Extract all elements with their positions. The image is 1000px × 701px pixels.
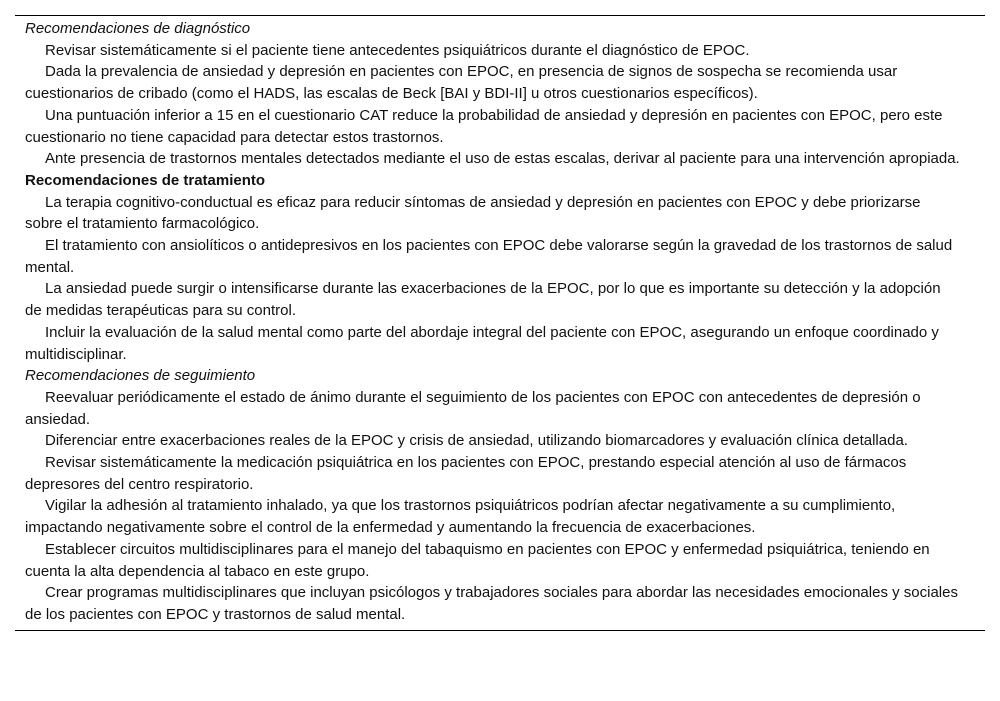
section-treatment [15, 170, 985, 365]
recommendation-item: Dada la prevalencia de ansiedad y depresión en pacientes con EPOC, en presencia de signos de sospecha se recomienda usar cuestionarios de cribado (como el HADS, las escalas de Beck [BAI y BDI-II] u otros cuestionarios específicos). [25, 63, 898, 103]
recommendations-table [15, 15, 985, 631]
recommendation-item: La terapia cognitivo-conductual es eficaz para reducir síntomas de ansiedad y depresión en pacientes con EPOC y debe priorizarse sobre el tratamiento farmacológico. [25, 193, 921, 233]
recommendation-item: Vigilar la adhesión al tratamiento inhalado, ya que los trastornos psiquiátricos podrían afectar negativamente a su cumplimiento, impactando negativamente sobre el control de la enfermedad y aumentando la frecuencia de exacerbaciones. [25, 497, 896, 537]
recommendation-item: Revisar sistemáticamente si el paciente tiene antecedentes psiquiátricos durante el diagnóstico de EPOC. [45, 41, 750, 59]
recommendation-item: El tratamiento con ansiolíticos o antidepresivos en los pacientes con EPOC debe valorarse según la gravedad de los trastornos de salud mental. [25, 237, 953, 276]
recommendation-item: Reevaluar periódicamente el estado de ánimo durante el seguimiento de los pacientes con EPOC con antecedentes de depresión o ansiedad. [25, 388, 921, 428]
section-heading: Recomendaciones de diagnóstico [25, 20, 251, 37]
section-heading: Recomendaciones de tratamiento [25, 171, 266, 189]
recommendation-item: Ante presencia de trastornos mentales detectados mediante el uso de estas escalas, derivar al paciente para una intervención apropiada. [45, 150, 960, 168]
recommendation-item: Establecer circuitos multidisciplinares para el manejo del tabaquismo en pacientes con EPOC y enfermedad psiquiátrica, teniendo en cuenta la alta dependencia al tabaco en este grupo. [25, 540, 930, 580]
section-heading: Recomendaciones de seguimiento [25, 367, 256, 385]
recommendation-item: Crear programas multidisciplinares que incluyan psicólogos y trabajadores sociales para abordar las necesidades emocionales y sociales de los pacientes con EPOC y trastornos de salud mental. [25, 584, 958, 623]
recommendation-item: Revisar sistemáticamente la medicación psiquiátrica en los pacientes con EPOC, prestando especial atención al uso de fármacos depresores del centro respiratorio. [25, 454, 907, 493]
section-diagnosis [15, 18, 985, 170]
section-follow-up [15, 365, 985, 625]
recommendation-item: La ansiedad puede surgir o intensificarse durante las exacerbaciones de la EPOC, por lo que es importante su detección y la adopción de medidas terapéuticas para su control. [25, 280, 941, 320]
recommendation-item: Una puntuación inferior a 15 en el cuestionario CAT reduce la probabilidad de ansiedad y depresión en pacientes con EPOC, pero este cuestionario no tiene capacidad para detectar estos trastornos. [25, 106, 943, 146]
recommendation-item: Diferenciar entre exacerbaciones reales de la EPOC y crisis de ansiedad, utilizando biomarcadores y evaluación clínica detallada. [45, 432, 908, 450]
recommendation-item: Incluir la evaluación de la salud mental como parte del abordaje integral del paciente con EPOC, asegurando un enfoque coordinado y multidisciplinar. [25, 323, 939, 363]
